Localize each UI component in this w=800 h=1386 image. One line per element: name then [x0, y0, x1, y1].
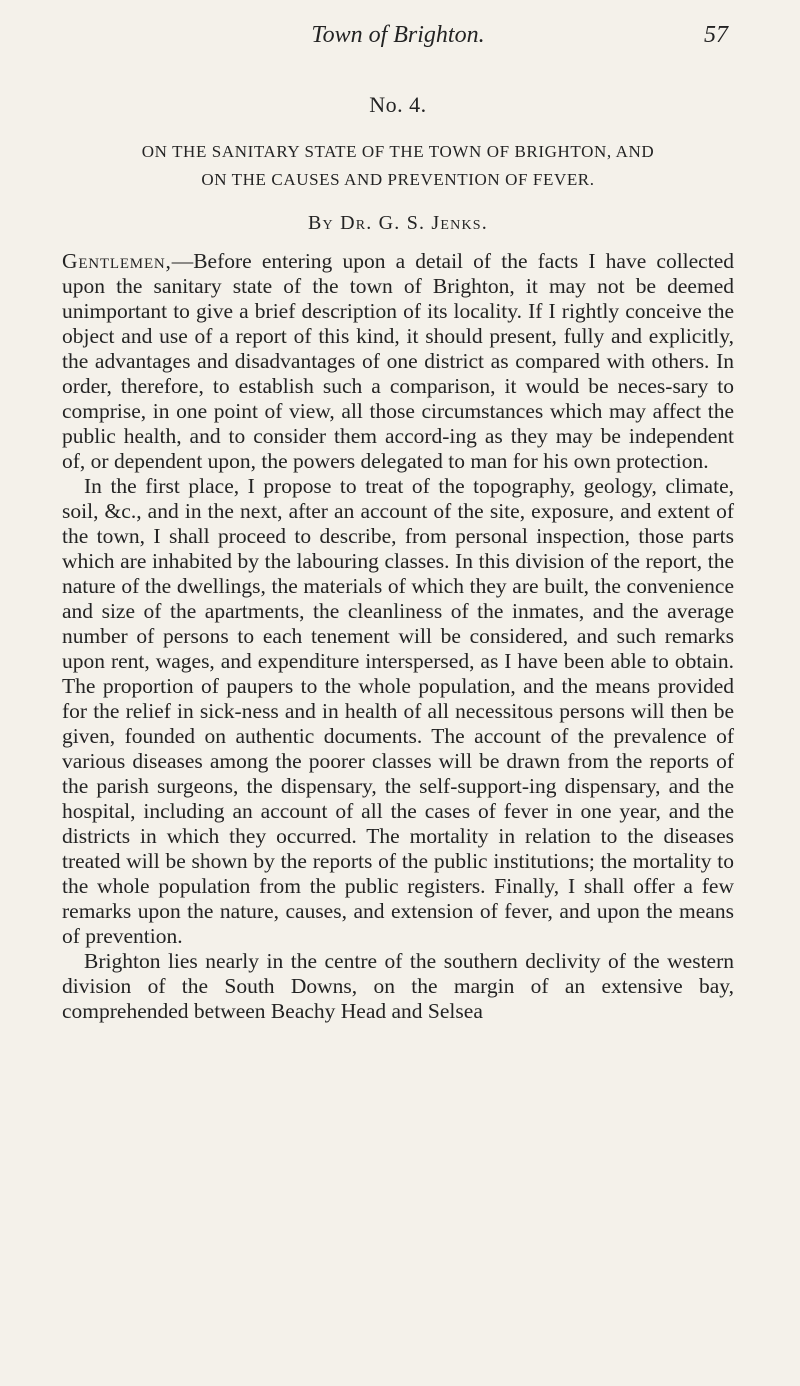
running-head [62, 22, 734, 52]
paragraph-2: In the first place, I propose to treat of the topography, geology, climate, soil, &c., and in the next, after an account of the site, exposure, and extent of the town, I shall proceed to describe, from personal inspection, those parts which are inhabited by the labouring classes. In this division of the report, the nature of the dwellings, the materials of which they are built, the convenience and size of the apartments, the cleanliness of the inmates, and the average number of persons to each tenement will be considered, and such remarks upon rent, wages, and expenditure interspersed, as I have been able to obtain. The proportion of paupers to the whole population, and the means provided for the relief in sick-ness and in health of all necessitous persons will then be given, founded on authentic documents. The account of the prevalence of various diseases among the poorer classes will be drawn from the reports of the parish surgeons, the dispensary, the self-support-ing dispensary, and the hospital, including an account of all the cases of fever in one year, and the districts in which they occurred. The mortality in relation to the diseases treated will be shown by the reports of the public institutions; the mortality to the whole population from the public registers. Finally, I shall offer a few remarks upon the nature, causes, and extension of fever, and upon the means of prevention. [62, 474, 734, 948]
paragraph-3: Brighton lies nearly in the centre of the southern declivity of the western division of the South Downs, on the margin of an extensive bay, comprehended between Beachy Head and Selsea [62, 949, 734, 1023]
running-head-title: Town of Brighton. [311, 22, 485, 48]
paper-title [62, 138, 734, 194]
paragraph-1 [62, 249, 734, 474]
body-text [62, 249, 734, 1024]
page-number: 57 [704, 22, 728, 48]
paper-title-line-2: ON THE CAUSES AND PREVENTION OF FEVER. [201, 170, 595, 189]
paper-number: No. 4. [369, 92, 427, 117]
author-byline: By Dr. G. S. Jenks. [308, 212, 488, 234]
paragraph-1-text: —Before entering upon a detail of the facts I have collected upon the sanitary state of the town of Brighton, it may not be deemed unimportant to give a brief description of its locality. If I rightly conceive the object and use of a report of this kind, it should present, fully and explicitly, the advantages and disadvantages of one district as compared with others. In order, therefore, to establish such a comparison, it would be neces-sary to comprise, in one point of view, all those circumstances which may affect the public health, and to consider them accord-ing as they may be independent of, or dependent upon, the powers delegated to man for his own protection. [62, 249, 734, 473]
salutation: Gentlemen, [62, 249, 172, 273]
paper-title-line-1: ON THE SANITARY STATE OF THE TOWN OF BRIGHTON, AND [141, 142, 655, 161]
